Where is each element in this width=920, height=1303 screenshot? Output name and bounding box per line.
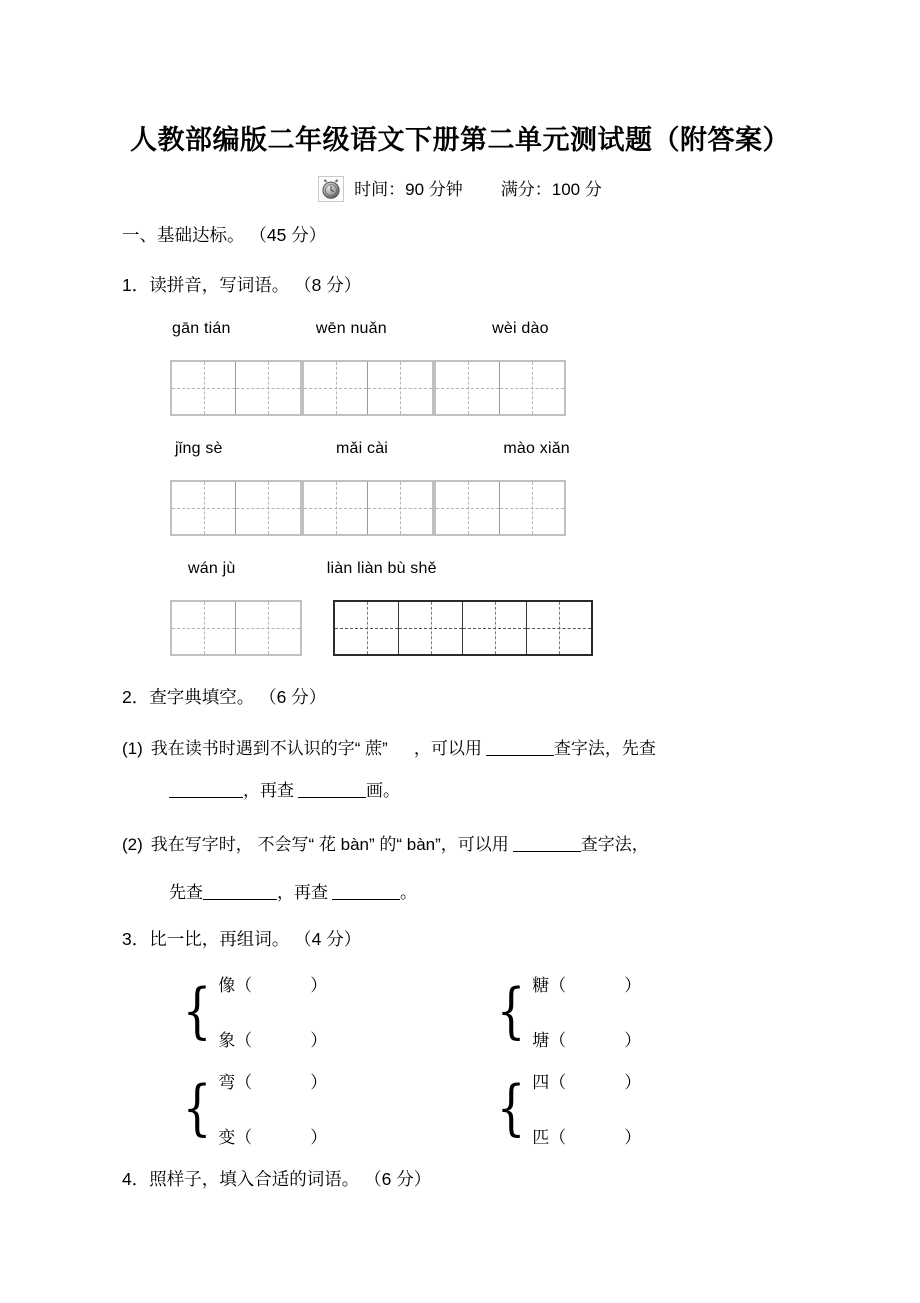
writing-cell[interactable] (304, 482, 368, 534)
answer-blank[interactable] (169, 780, 243, 798)
pinyin-group: wèi dào (492, 320, 549, 337)
pinyin-group: jǐng sè (175, 440, 223, 457)
pinyin-row-3 (188, 560, 437, 578)
writing-grid-group[interactable] (170, 480, 302, 536)
writing-grid-group[interactable] (302, 480, 434, 536)
question-1-heading: 1．读拼音，写词语。 （8 分） (122, 275, 362, 295)
writing-cell[interactable] (335, 602, 399, 654)
item-text: 先查 (169, 883, 203, 902)
question-2-item-1-line-1 (122, 734, 656, 759)
question-4-heading: 4．照样子，填入合适的词语。 （6 分） (122, 1169, 432, 1189)
pinyin-row-2 (175, 440, 570, 458)
writing-cell[interactable] (304, 362, 368, 414)
section-heading-1: 一、基础达标。 （45 分） (122, 225, 327, 245)
writing-grid-group[interactable] (302, 360, 434, 416)
word-label: 变（ (218, 1128, 253, 1147)
writing-cell[interactable] (172, 602, 236, 654)
word-paren-close: ） (310, 976, 328, 995)
word-pair-bottom[interactable] (218, 1123, 327, 1148)
writing-grid-group[interactable] (434, 480, 566, 536)
item-text: ，再查 (277, 883, 328, 902)
item-text: 我在写字时， 不会写“ 花 bàn” 的“ bàn”，可以用 (150, 835, 509, 854)
word-paren-close: ） (624, 1073, 642, 1092)
writing-grid-group[interactable] (170, 600, 302, 656)
item-text: 。 (400, 883, 417, 902)
word-paren-close: ） (310, 1031, 328, 1050)
word-pair-top[interactable] (218, 971, 327, 996)
writing-cell[interactable] (500, 482, 564, 534)
brace-icon: { (496, 976, 526, 1046)
item-marker: (2) (122, 835, 143, 854)
answer-blank[interactable] (298, 780, 366, 798)
word-pair-top[interactable] (532, 971, 641, 996)
writing-grid-row-3[interactable] (170, 600, 593, 656)
page-title: 人教部编版二年级语文下册第二单元测试题（附答案） (130, 125, 790, 155)
word-paren-close: ） (624, 976, 642, 995)
time-label: 时间：90 分钟 (354, 179, 463, 199)
word-pair-bottom[interactable] (218, 1026, 327, 1051)
writing-cell[interactable] (527, 602, 591, 654)
word-paren-close: ） (624, 1031, 642, 1050)
word-label: 四（ (532, 1073, 567, 1092)
word-label: 匹（ (532, 1128, 567, 1147)
item-text: 查字法， (580, 835, 649, 854)
brace-icon: { (182, 1073, 212, 1143)
item-text: ，可以用 (413, 739, 482, 758)
word-label: 塘（ (532, 1031, 567, 1050)
clock-icon (318, 176, 344, 202)
pinyin-group: wēn nuǎn (315, 320, 387, 337)
pinyin-group: liàn liàn bù shě (326, 560, 437, 577)
writing-cell[interactable] (436, 362, 500, 414)
question-2-item-2-line-2 (155, 878, 417, 903)
word-paren-close: ） (310, 1128, 328, 1147)
word-pair-items (218, 1065, 327, 1151)
word-label: 象（ (218, 1031, 253, 1050)
brace-icon: { (496, 1073, 526, 1143)
answer-blank[interactable] (332, 882, 400, 900)
writing-grid-group[interactable] (434, 360, 566, 416)
answer-blank[interactable] (203, 882, 277, 900)
word-label: 像（ (218, 976, 253, 995)
pinyin-row-1 (172, 320, 549, 338)
pinyin-group: mǎi cài (335, 440, 389, 457)
writing-grid-row-2[interactable] (170, 480, 566, 536)
word-label: 弯（ (218, 1073, 253, 1092)
pinyin-group: wán jù (188, 560, 236, 577)
brace-icon: { (182, 976, 212, 1046)
item-marker: (1) (122, 739, 143, 758)
question-3-heading: 3．比一比，再组词。 （4 分） (122, 929, 362, 949)
word-pair-items (532, 968, 641, 1054)
question-2-item-1-line-2 (155, 776, 400, 801)
score-label: 满分：100 分 (500, 179, 602, 199)
writing-cell[interactable] (399, 602, 463, 654)
answer-blank[interactable] (486, 738, 554, 756)
writing-cell[interactable] (172, 482, 236, 534)
writing-grid-row-1[interactable] (170, 360, 566, 416)
question-2-item-2-line-1 (122, 830, 649, 855)
writing-cell[interactable] (368, 362, 432, 414)
word-pair-group-1 (178, 968, 327, 1054)
pinyin-group: gān tián (172, 320, 231, 337)
word-pair-group-4 (492, 1065, 641, 1151)
word-pair-items (532, 1065, 641, 1151)
question-2-heading: 2．查字典填空。 （6 分） (122, 687, 327, 707)
writing-cell[interactable] (368, 482, 432, 534)
writing-cell[interactable] (436, 482, 500, 534)
pinyin-group: mào xiǎn (503, 440, 570, 457)
word-pair-top[interactable] (532, 1068, 641, 1093)
word-paren-close: ） (310, 1073, 328, 1092)
writing-cell[interactable] (500, 362, 564, 414)
grid-gap (302, 600, 333, 656)
word-pair-bottom[interactable] (532, 1123, 641, 1148)
word-pair-group-2 (492, 968, 641, 1054)
item-text: 查字法，先查 (553, 739, 656, 758)
writing-grid-group[interactable] (333, 600, 593, 656)
writing-cell[interactable] (172, 362, 236, 414)
exam-meta (0, 176, 920, 202)
word-pair-group-3 (178, 1065, 327, 1151)
writing-cell[interactable] (236, 482, 300, 534)
item-text: 我在读书时遇到不认识的字“ 蔗” (150, 739, 388, 758)
word-label: 糖（ (532, 976, 567, 995)
item-text: 画。 (366, 781, 400, 800)
word-pair-top[interactable] (218, 1068, 327, 1093)
writing-grid-group[interactable] (170, 360, 302, 416)
item-text: ，再查 (243, 781, 294, 800)
writing-cell[interactable] (463, 602, 527, 654)
word-paren-close: ） (624, 1128, 642, 1147)
writing-cell[interactable] (236, 602, 300, 654)
word-pair-bottom[interactable] (532, 1026, 641, 1051)
word-pair-items (218, 968, 327, 1054)
writing-cell[interactable] (236, 362, 300, 414)
answer-blank[interactable] (513, 834, 581, 852)
